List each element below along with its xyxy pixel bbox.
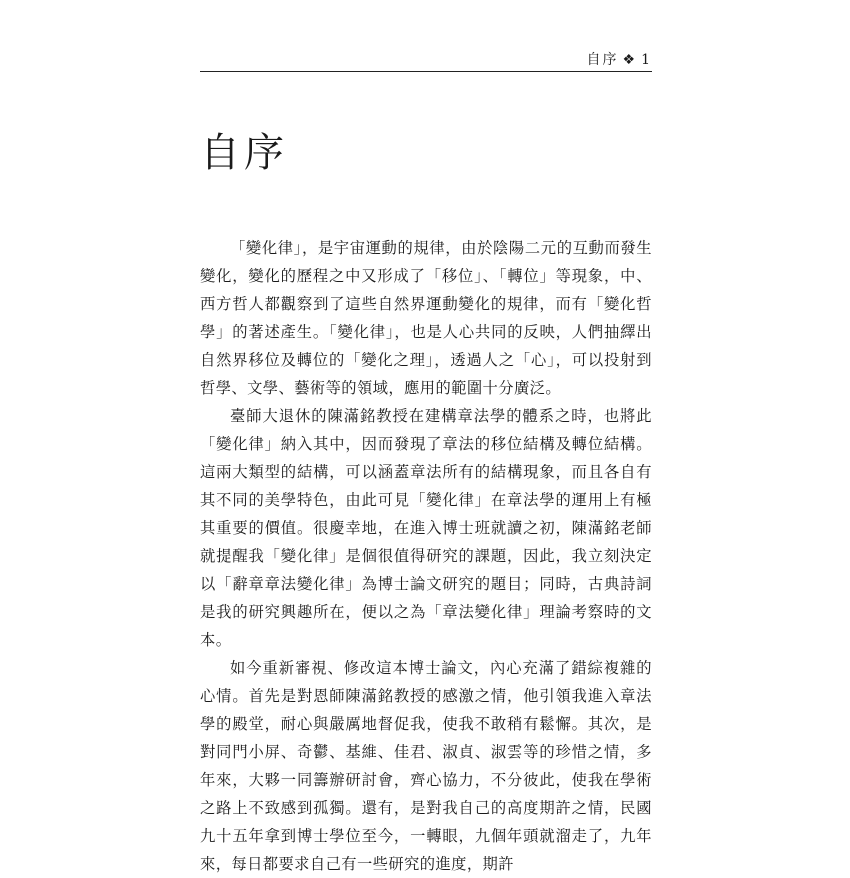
paragraph-3: 如今重新審視、修改這本博士論文，內心充滿了錯綜複雜的心情。首先是對恩師陳滿銘教授的感激之情，他引領我進入章法學的殿堂，耐心與嚴厲地督促我，使我不敢稍有鬆懈。其次，是對同門小屏、奇鬱、基維、佳君、淑貞、淑雲等的珍惜之情，多年來，大夥一同籌辦研討會，齊心協力，不分彼此，使我在學術之路上不致感到孤獨。還有，是對我自己的高度期許之情，民國九十五年拿到博士學位至今，一轉眼，九個年頭就溜走了，九年來，每日都要求自己有一些研究的進度，期許 (200, 659, 652, 873)
page-number: 1 (641, 52, 652, 68)
paragraph-2: 臺師大退休的陳滿銘教授在建構章法學的體系之時，也將此「變化律」納入其中，因而發現了章法的移位結構及轉位結構。這兩大類型的結構，可以涵蓋章法所有的結構現象，而且各自有其不同的美學特色，由此可見「變化律」在章法學的運用上有極其重要的價值。很慶幸地，在進入博士班就讀之初，陳滿銘老師就提醒我「變化律」是個很值得研究的課題，因此，我立刻決定以「辭章章法變化律」為博士論文研究的題目；同時，古典詩詞是我的研究興趣所在，便以之為「章法變化律」理論考察時的文本。 (200, 407, 652, 649)
preface-body (200, 234, 652, 878)
diamond-ornament-icon: ❖ (622, 52, 638, 68)
paragraph-1: 「變化律」，是宇宙運動的規律，由於陰陽二元的互動而發生變化，變化的歷程之中又形成了「移位」、「轉位」等現象，中、西方哲人都觀察到了這些自然界運動變化的規律，而有「變化哲學」的著述產生。「變化律」，也是人心共同的反映，人們抽繹出自然界移位及轉位的「變化之理」，透過人之「心」，可以投射到哲學、文學、藝術等的領域，應用的範圍十分廣泛。 (200, 239, 652, 397)
page-title: 自序 (200, 130, 288, 176)
running-header (200, 50, 652, 70)
header-rule (200, 71, 652, 72)
header-section-title: 自序 (586, 52, 619, 68)
